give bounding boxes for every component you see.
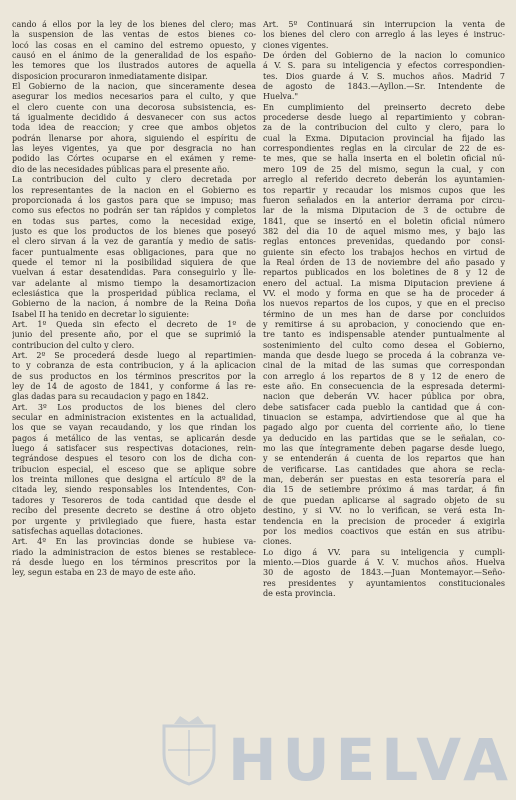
text-line: Art. 5º Continuará sin interrupcion la venta de: [263, 20, 505, 29]
text-line: de agosto de 1843.—Ayllon.—Sr. Intendente de: [263, 82, 505, 92]
text-line: los bienes del clero con arreglo á las leyes é instruc-: [263, 30, 505, 40]
text-line: tes. Dios guarde á V. S. muchos años. Madrid 7: [263, 71, 505, 81]
text-line: Art. 2º Se procederá desde luego al repartimien-: [12, 351, 256, 360]
text-line: repartos publicados en los boletines de 8 y 12 de: [263, 268, 505, 278]
text-line: de esta provincia.: [263, 588, 336, 598]
text-line: reglas entonces prevenidas, quedando por consi-: [263, 237, 505, 247]
text-line: manda que desde luego se proceda á la cobranza ve-: [263, 351, 505, 360]
text-line: junio del presente año, por el que se suprimió la: [12, 330, 256, 340]
text-line: por urgente y privilegiado que fuere, hasta estar: [12, 516, 256, 526]
text-line: tre tanto es indispensable atender puntualmente al: [263, 330, 505, 340]
text-line: vuelvan á estar desatendidas. Para conseguirlo y lle-: [12, 268, 256, 278]
text-line: causó en el ánimo de la generalidad de los españo-: [12, 51, 256, 61]
text-line: te mes, que se halla inserta en el boletin oficial nú-: [263, 154, 505, 164]
text-line: tá igualmente decidido á desvanecer con sus actos: [12, 113, 256, 123]
text-line: tegrándose despues el tesoro con los de dicha con-: [12, 454, 256, 464]
text-line: miento.—Dios guarde á V. V. muchos años. Huelva: [263, 557, 505, 567]
text-line: en todas sus partes, como la necesidad exige,: [12, 216, 256, 226]
text-line: recibo del presente decreto se destine á otro objeto: [12, 506, 256, 516]
text-line: podido las Córtes ocuparse en el exámen y reme-: [12, 154, 256, 164]
text-line: y remitirse á su aprobacion, y conociendo que en-: [263, 319, 505, 329]
text-line: riado la administracion de estos bienes se restablece-: [12, 547, 256, 557]
text-line: ley de 14 de agosto de 1841, y conforme á las re-: [12, 382, 256, 392]
text-line: pagado algo por cuenta del corriente año, lo tiene: [263, 423, 505, 433]
text-line: za de la contribucion del culto y clero, para lo: [263, 123, 505, 133]
text-line: Isabel II ha tenido en decretar lo siguiente:: [12, 309, 190, 319]
text-line: podrán llenarse por ahora, siguiendo el espíritu de: [12, 133, 256, 143]
text-line: var adelante al mismo tiempo la desamortizacion: [12, 278, 256, 288]
text-line: dio de las necesidades públicas para el presente año.: [12, 164, 230, 174]
text-line: rá desde luego en los términos prescritos por la: [12, 557, 256, 567]
text-line: secular en administracion existentes en la actualidad,: [12, 413, 256, 423]
text-line: facer puntualmente esas obligaciones, para que no: [12, 247, 256, 257]
text-line: nacion que deberán VV. hacer pública por obra,: [263, 392, 505, 402]
text-line: de verificarse. Las cantidades que ahora se recla-: [263, 464, 505, 474]
text-line: de que puedan aplicarse al sagrado objeto de su: [263, 495, 505, 505]
text-line: Gobierno de la nacion, á nombre de la Reina Doña: [12, 299, 256, 309]
text-line: les temores que los ilustrados autores de aquella: [12, 61, 256, 71]
text-line: mo las que íntegramente deben pagarse desde luego,: [263, 444, 505, 454]
text-line: las leyes vigentes, ya que por desgracia no han: [12, 144, 256, 154]
text-line: asegurar los medios necesarios para el culto, y que: [12, 92, 256, 102]
text-line: justo es que los productos de los bienes que poseyó: [12, 226, 256, 236]
text-line: tinuacion se estampa, advirtiendose que al que ha: [263, 413, 505, 423]
text-line: citada ley, siendo responsables los Intendentes, Con-: [12, 485, 256, 495]
text-line: el clero sirvan á la vez de garantía y medio de satis-: [12, 237, 256, 247]
text-line: los nuevos repartos de los cupos, y que en el preciso: [263, 299, 505, 309]
coat-of-arms-icon: [156, 716, 222, 786]
text-line: Lo digo á VV. para su inteligencia y cumpli-: [263, 547, 505, 557]
text-line: cando á ellos por la ley de los bienes del clero; mas: [12, 20, 256, 29]
text-line: lar de la misma Diputacion de 3 de octubre de: [263, 206, 505, 216]
text-line: á V. S. para su inteligencia y efectos correspondien-: [263, 61, 505, 71]
text-line: La contribucion del culto y clero decretada por: [12, 175, 256, 185]
text-line: ciones.: [263, 537, 292, 547]
text-line: locó las cosas en el camino del estremo opuesto, y: [12, 40, 256, 50]
text-line: debe satisfacer cada pueblo la cantidad que á con-: [263, 402, 505, 412]
text-line: la Real órden de 13 de noviembre del año pasado y: [263, 257, 505, 267]
text-line: proporcionada á los gastos para que se impuso; mas: [12, 195, 256, 205]
text-line: 382 del dia 10 de aquel mismo mes, y bajo las: [263, 226, 505, 236]
left-column: [12, 20, 256, 579]
text-line: destino, y si VV. no lo verifican, se verá esta In-: [263, 506, 505, 516]
watermark-text: HUELVA: [228, 726, 515, 794]
text-line: la suspension de las ventas de estos bienes co-: [12, 30, 256, 40]
text-line: eclesiástica que la prosperidad pública reclama, el: [12, 288, 256, 298]
text-line: cual la Exma. Diputacion provincial ha fijado las: [263, 133, 505, 143]
text-line: con arreglo á los repartos de 8 y 12 de enero de: [263, 371, 505, 381]
text-line: quede el temor ni la posibilidad siquiera de que: [12, 257, 256, 267]
text-line: el clero cuente con una decorosa subsistencia, es-: [12, 102, 256, 112]
text-line: to y cobranza de esta contribucion, y á la aplicacion: [12, 361, 256, 371]
text-line: toda idea de reaccion; y cree que ambos objetos: [12, 123, 256, 133]
text-line: correspondientes reglas en la circular de 22 de es-: [263, 144, 505, 154]
text-line: ya deducido en las partidas que se le señalan, co-: [263, 433, 505, 443]
text-line: glas dadas para su recaudacion y pago en 1842.: [12, 392, 209, 402]
text-line: término de un mes han de darse por concluidos: [263, 309, 505, 319]
text-line: El Gobierno de la nacion, que sinceramente desea: [12, 82, 256, 92]
text-line: satisfechas aquellas dotaciones.: [12, 526, 143, 536]
text-line: mero 109 de 25 del mismo, segun la cual, y con: [263, 164, 505, 174]
text-line: cinal de la mitad de las sumas que correspondan: [263, 361, 505, 371]
text-line: tadores y Tesoreros de toda cantidad que desde el: [12, 495, 256, 505]
text-line: contribucion del culto y clero.: [12, 340, 135, 350]
text-line: En cumplimiento del preinserto decreto debe: [263, 102, 505, 112]
text-line: VV. el modo y forma en que se ha de proceder á: [263, 288, 505, 298]
text-line: Art. 1º Queda sin efecto el decreto de 1º de: [12, 319, 256, 329]
text-line: guiente sin efecto los trabajos hechos en virtud de: [263, 247, 505, 257]
text-line: luego á satisfacer sus respectivas dotaciones, rein-: [12, 444, 256, 454]
text-line: De órden del Gobierno de la nacion lo comunico: [263, 51, 505, 61]
right-column: [263, 20, 505, 599]
text-line: Art. 3º Los productos de los bienes del clero: [12, 402, 256, 412]
text-line: dia 15 de setiembre próximo á mas tardar, á fin: [263, 485, 505, 495]
text-line: por los medios coactivos que están en sus atribu-: [263, 526, 505, 536]
text-line: ley, segun estaba en 23 de mayo de este año.: [12, 568, 196, 578]
text-line: y se entenderán á cuenta de los repartos que han: [263, 454, 505, 464]
text-line: este año. En consecuencia de la espresada determi-: [263, 382, 505, 392]
text-line: los que se vayan recaudando, y los que rindan los: [12, 423, 256, 433]
watermark: [150, 712, 515, 794]
text-line: como sus efectos no podrán ser tan rápidos y completos: [12, 206, 256, 216]
text-line: pagos á metálico de las ventas, se aplicarán desde: [12, 433, 256, 443]
text-line: los representantes de la nacion en el Gobierno es: [12, 185, 256, 195]
text-line: los treinta millones que designa el artículo 8º de la: [12, 475, 256, 485]
text-line: sostenimiento del culto como desea el Gobierno,: [263, 340, 505, 350]
text-line: ciones vigentes.: [263, 40, 329, 50]
text-line: procederse desde luego al repartimiento y cobran-: [263, 113, 505, 123]
text-line: man, deberán ser puestas en esta tesorería para el: [263, 475, 505, 485]
text-line: tendencia en la precision de proceder á exigirla: [263, 516, 505, 526]
text-line: tos repartir y recaudar los mismos cupos que les: [263, 185, 505, 195]
text-line: Art. 4º En las provincias donde se hubiese va-: [12, 537, 256, 547]
text-line: arreglo al referido decreto deberán los ayuntamien-: [263, 175, 505, 185]
text-line: enero del actual. La misma Diputacion previene á: [263, 278, 505, 288]
text-line: disposicion procuraron inmediatamente disipar.: [12, 71, 208, 81]
text-line: tribucion especial, el esceso que se aplique sobre: [12, 464, 256, 474]
text-line: 30 de agosto de 1843.—Juan Montemayor.—Seño-: [263, 568, 505, 578]
text-line: de sus productos en los términos prescritos por la: [12, 371, 256, 381]
text-line: fueron señalados en la anterior derrama por circu-: [263, 195, 505, 205]
text-line: 1841, que se insertó en el boletin oficial número: [263, 216, 505, 226]
text-line: res presidentes y ayuntamientos constitucionales: [263, 578, 505, 588]
text-line: Huelva.": [263, 92, 299, 102]
